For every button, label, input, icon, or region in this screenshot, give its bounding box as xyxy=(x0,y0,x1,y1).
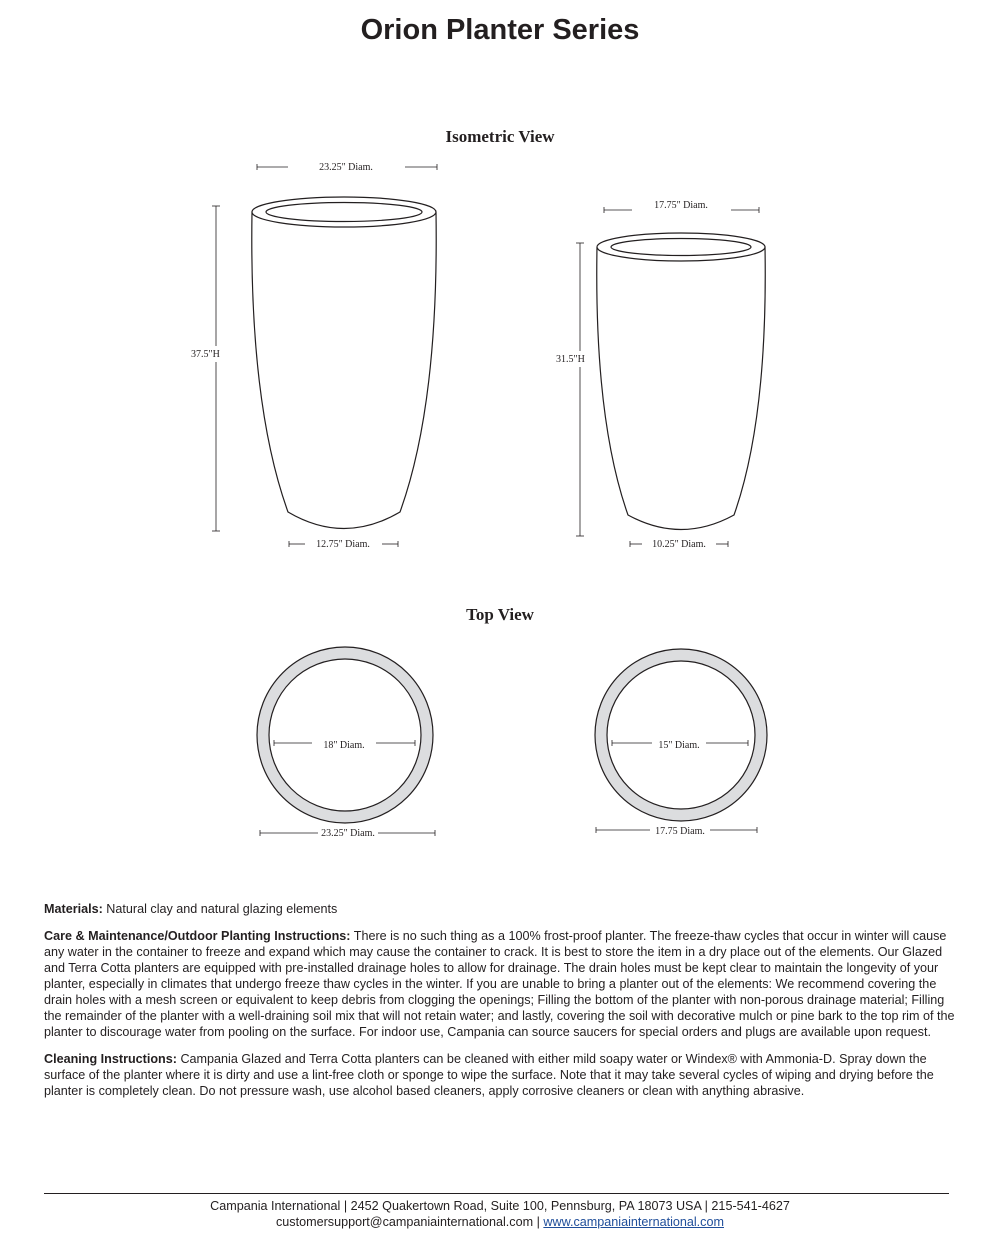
large-top-diameter-label: 23.25" Diam. xyxy=(319,162,373,173)
large-top-view-inner-circle xyxy=(269,659,421,811)
footer-separator: | xyxy=(533,1215,544,1229)
small-base-diameter-label: 10.25" Diam. xyxy=(652,539,706,550)
top-view-heading: Top View xyxy=(466,605,534,624)
large-planter-rim-inner xyxy=(266,203,422,222)
footer xyxy=(0,1198,1000,1230)
page-title: Orion Planter Series xyxy=(360,14,640,46)
small-top-diameter-label: 17.75" Diam. xyxy=(654,200,708,211)
small-height-label: 31.5"H xyxy=(556,354,585,365)
isometric-view-heading: Isometric View xyxy=(445,127,555,146)
small-planter-body xyxy=(597,247,765,530)
large-planter-body xyxy=(252,212,436,529)
footer-website-link[interactable]: www.campaniainternational.com xyxy=(543,1215,724,1229)
footer-address: Campania International | 2452 Quakertown Road, Suite 100, Pennsburg, PA 18073 USA | 215-541-4627 xyxy=(210,1199,790,1213)
footer-email[interactable]: customersupport@campaniainternational.com xyxy=(276,1215,534,1229)
small-inner-diameter-label: 15" Diam. xyxy=(658,740,700,751)
care-text: There is no such thing as a 100% frost-proof planter. The freeze-thaw cycles that occur in winter will cause any water in the container to freeze and expand which may cause the container to crack. It is best to store the item in a dry place out of the elements. Our Glazed and Terra Cotta planters are equipped with pre-installed drainage holes to allow for drainage. The drain holes must be kept clear to maintain the longevity of your planter, especially in climates that undergo freeze thaw cycles in the winter. If you are unable to bring a planter out of the elements: We recommend covering the drain holes with a mesh screen or equivalent to keep debris from clogging the openings; Filling the bottom of the planter with non-porous drainage material; Filling the remainder of the planter with a well-draining soil mix that will not retain water; and lastly, covering the soil with decorative mulch or pine bark to the top rim of the planter to discourage water from pooling on the surface. For indoor use, Campania can source saucers for special orders and plugs are available upon request. xyxy=(44,929,955,1039)
materials-label: Materials: xyxy=(44,902,103,916)
footer-contact-line xyxy=(0,1214,1000,1230)
small-planter-rim-inner xyxy=(611,239,751,256)
cleaning-text: Campania Glazed and Terra Cotta planters can be cleaned with either mild soapy water or Windex® with Ammonia-D. Spray down the surface of the planter where it is dirty and use a lint-free cloth or sponge to wipe the surface. Note that it may take several cycles of wiping and drying before the planter is completely clean. Do not pressure wash, use alcohol based cleaners, apply corrosive cleaners or clean with anything abrasive. xyxy=(44,1052,934,1098)
care-label: Care & Maintenance/Outdoor Planting Instructions: xyxy=(44,929,351,943)
materials-paragraph xyxy=(44,901,956,917)
footer-divider xyxy=(44,1193,949,1194)
cleaning-label: Cleaning Instructions: xyxy=(44,1052,177,1066)
small-outer-diameter-label: 17.75 Diam. xyxy=(655,826,705,837)
instructions-text xyxy=(44,901,956,1110)
care-paragraph xyxy=(44,928,956,1040)
small-top-view-inner-circle xyxy=(607,661,755,809)
large-base-diameter-label: 12.75" Diam. xyxy=(316,539,370,550)
materials-text: Natural clay and natural glazing elements xyxy=(102,902,338,916)
large-outer-diameter-label: 23.25" Diam. xyxy=(321,828,375,839)
cleaning-paragraph xyxy=(44,1051,956,1099)
large-height-label: 37.5"H xyxy=(191,349,220,360)
large-inner-diameter-label: 18" Diam. xyxy=(323,740,365,751)
